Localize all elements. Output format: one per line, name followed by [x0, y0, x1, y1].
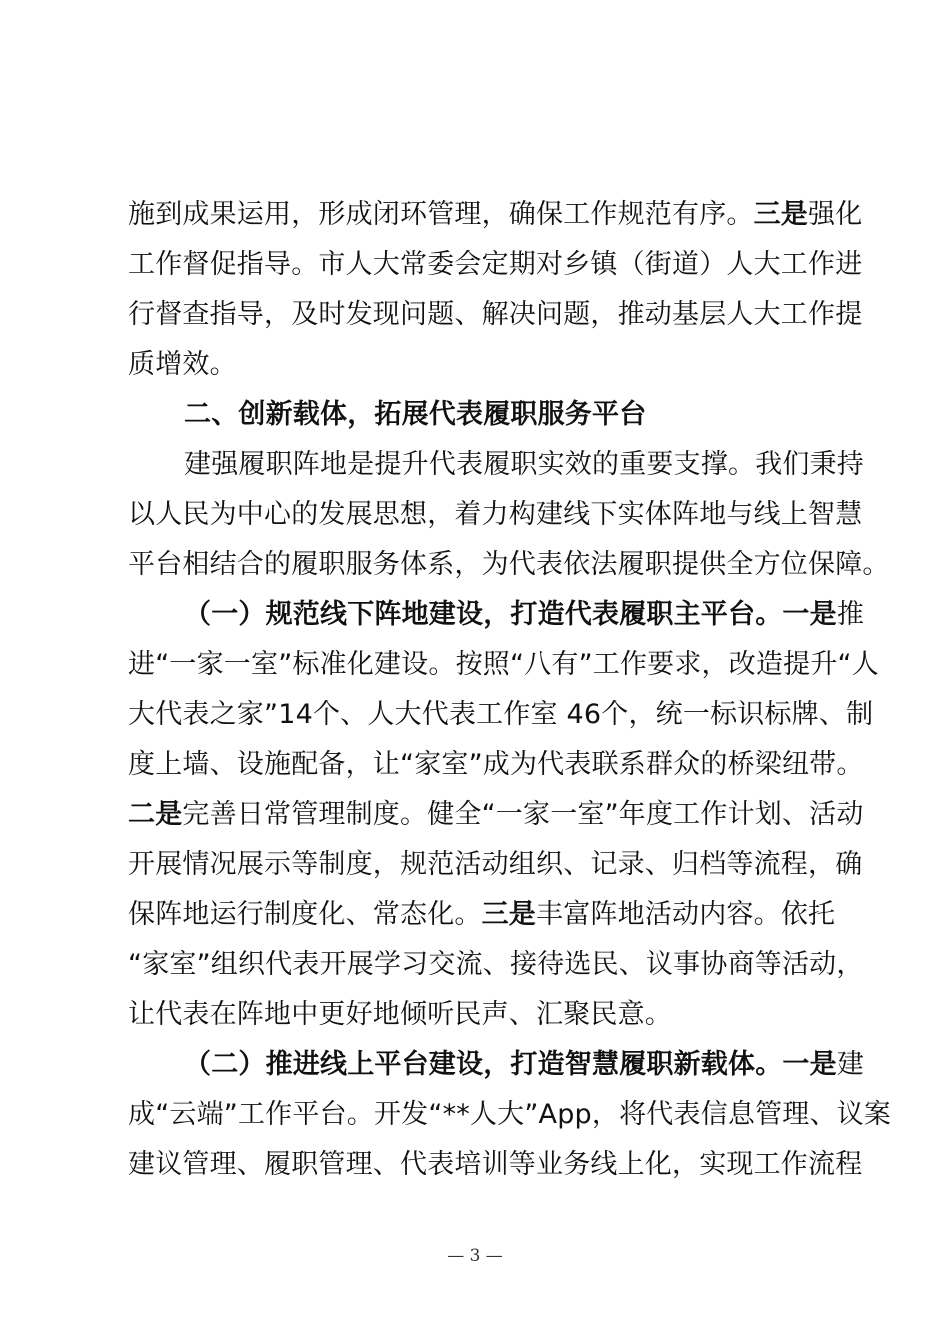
body-text: 建强履职阵地是提升代表履职实效的重要支撑。我们秉持: [184, 449, 864, 480]
body-text: 保阵地运行制度化、常态化。: [128, 899, 482, 930]
body-text: 大代表之家”14个、人大代表工作室 46个，统一标识标牌、制: [128, 699, 874, 730]
text-line: [128, 445, 864, 485]
body-text: 完善日常管理制度。健全“一家一室”年度工作计划、活动: [182, 799, 864, 830]
body-text: “家室”组织代表开展学习交流、接待选民、议事协商等活动，: [128, 949, 864, 980]
text-line: [128, 895, 836, 935]
text-line: [128, 545, 890, 585]
body-text: 建议管理、履职管理、代表培训等业务线上化，实现工作流程: [128, 1149, 863, 1180]
text-line: [128, 345, 828, 385]
page-number: — 3 —: [447, 1246, 503, 1266]
bold-text: （二）推进线上平台建设，打造智慧履职新载体。一是: [184, 1049, 837, 1080]
text-line: [128, 845, 863, 885]
body-text: 施到成果运用，形成闭环管理，确保工作规范有序。: [128, 199, 754, 230]
text-line: [128, 645, 879, 685]
bold-text: （一）规范线下阵地建设，打造代表履职主平台。一是: [184, 599, 837, 630]
text-line: [128, 295, 863, 335]
text-line: [128, 495, 863, 535]
bold-text: 二是: [128, 799, 183, 830]
body-text: 建: [836, 1049, 865, 1080]
text-line: [128, 1145, 863, 1185]
body-text: 进“一家一室”标准化建设。按照“八有”工作要求，改造提升“人: [128, 649, 879, 680]
text-line: [128, 995, 828, 1035]
body-text: 质增效。: [128, 349, 237, 380]
body-text: 让代表在阵地中更好地倾听民声、汇聚民意。: [128, 999, 672, 1030]
text-line: [128, 1095, 892, 1135]
body-text: 行督查指导，及时发现问题、解决问题，推动基层人大工作提: [128, 299, 863, 330]
body-text: 以人民为中心的发展思想，着力构建线下实体阵地与线上智慧: [128, 499, 863, 530]
body-text: 平台相结合的履职服务体系，为代表依法履职提供全方位保障。: [128, 549, 890, 580]
text-line: [128, 595, 865, 635]
body-text: 推: [836, 599, 865, 630]
body-text: 度上墙、设施配备，让“家室”成为代表联系群众的桥梁纽带。: [128, 749, 864, 780]
text-line: [128, 195, 863, 235]
body-text: 强化: [808, 199, 863, 230]
bold-text: 三是: [481, 899, 537, 930]
text-line: [128, 745, 864, 785]
bold-text: 三是: [753, 199, 809, 230]
text-line: [128, 695, 874, 735]
body-text: 丰富阵地活动内容。依托: [536, 899, 836, 930]
body-text: 成“云端”工作平台。开发“**人大”App，将代表信息管理、议案: [128, 1099, 892, 1130]
text-line: [128, 1045, 865, 1085]
section-heading: [128, 395, 828, 435]
bold-text: 二、创新载体，拓展代表履职服务平台: [184, 399, 647, 430]
text-line: [128, 245, 863, 285]
text-line: [128, 945, 864, 985]
body-text: 开展情况展示等制度，规范活动组织、记录、归档等流程，确: [128, 849, 863, 880]
body-text: 工作督促指导。市人大常委会定期对乡镇（街道）人大工作进: [128, 249, 863, 280]
text-line: [128, 795, 864, 835]
